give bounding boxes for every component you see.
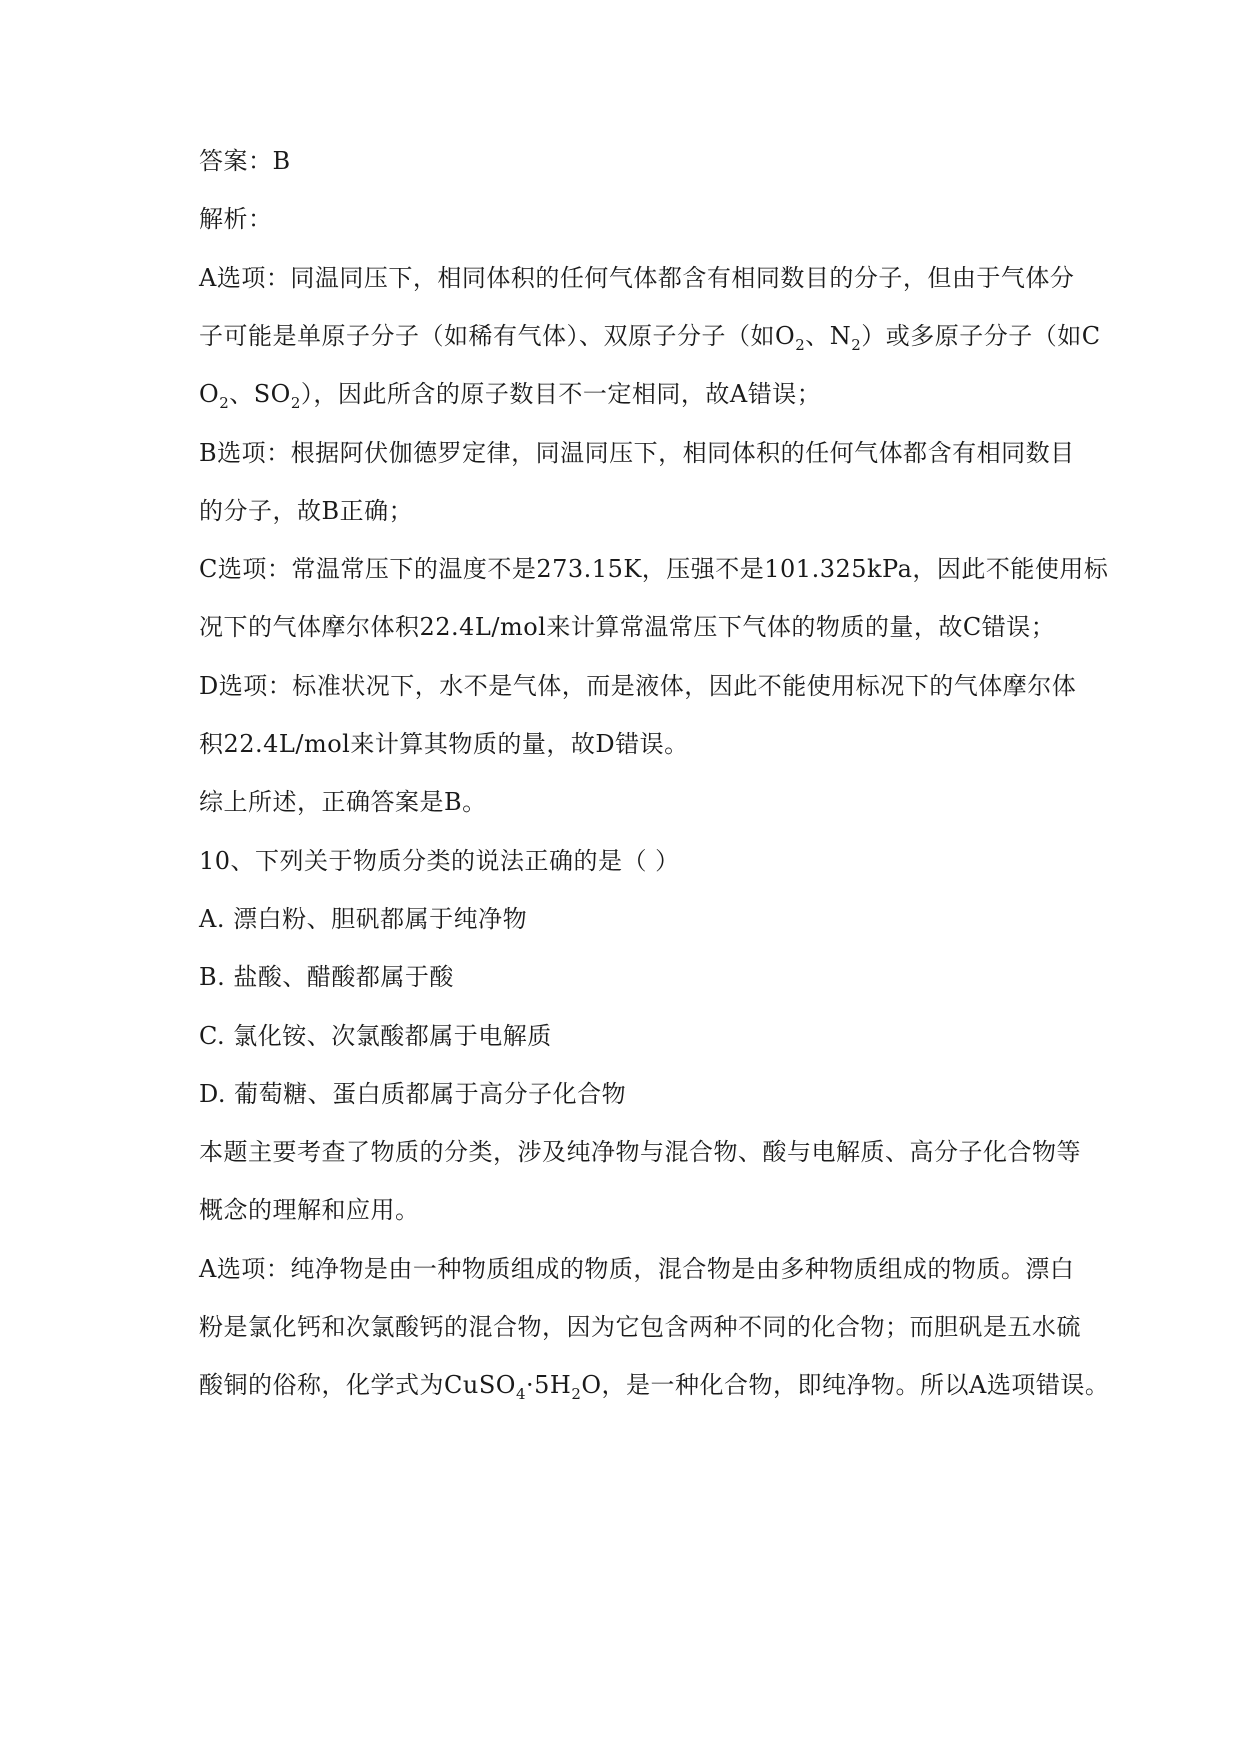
- text-segment: 子可能是单原子分子（如稀有气体）、双原子分子（如O: [199, 322, 796, 350]
- q9-option-a-line-1: A选项：同温同压下，相同体积的任何气体都含有相同数目的分子，但由于气体分: [199, 264, 1075, 292]
- q10-option-a: A. 漂白粉、胆矾都属于纯净物: [199, 905, 528, 933]
- q9-option-d-line-1: D选项：标准状况下，水不是气体，而是液体，因此不能使用标况下的气体摩尔体: [199, 672, 1077, 700]
- text-segment: 酸铜的俗称，化学式为CuSO: [199, 1371, 516, 1399]
- q10-analysis-a-line-2: 粉是氯化钙和次氯酸钙的混合物，因为它包含两种不同的化合物；而胆矾是五水硫: [199, 1313, 1081, 1341]
- q10-stem: 10、下列关于物质分类的说法正确的是（ ）: [199, 847, 680, 875]
- text-segment: O，是一种化合物，即纯净物。所以A选项错误。: [581, 1371, 1110, 1399]
- q10-option-c: C. 氯化铵、次氯酸都属于电解质: [199, 1022, 552, 1050]
- subscript: 2: [795, 336, 806, 354]
- subscript: 4: [515, 1385, 526, 1403]
- q10-intro-line-1: 本题主要考查了物质的分类，涉及纯净物与混合物、酸与电解质、高分子化合物等: [199, 1138, 1081, 1166]
- q9-option-a-line-3: [199, 378, 821, 410]
- q10-intro-line-2: 概念的理解和应用。: [199, 1196, 420, 1224]
- q9-option-c-line-1: C选项：常温常压下的温度不是273.15K，压强不是101.325kPa，因此不能使用标: [199, 555, 1109, 583]
- subscript: 2: [290, 394, 301, 412]
- subscript: 2: [219, 394, 230, 412]
- q9-option-d-line-2: 积22.4L/mol来计算其物质的量，故D错误。: [199, 730, 689, 758]
- q10-analysis-a-line-3: [199, 1369, 1109, 1401]
- q9-option-c-line-2: 况下的气体摩尔体积22.4L/mol来计算常温常压下气体的物质的量，故C错误；: [199, 613, 1056, 641]
- answer-line: 答案：B: [199, 147, 291, 175]
- analysis-label: 解析：: [199, 205, 273, 233]
- text-segment: ·5H: [525, 1371, 572, 1399]
- text-segment: O: [199, 380, 220, 408]
- q10-option-b: B. 盐酸、醋酸都属于酸: [199, 963, 454, 991]
- q10-option-d: D. 葡萄糖、蛋白质都属于高分子化合物: [199, 1080, 627, 1108]
- q9-option-b-line-2: 的分子，故B正确；: [199, 497, 414, 525]
- q10-analysis-a-line-1: A选项：纯净物是由一种物质组成的物质，混合物是由多种物质组成的物质。漂白: [199, 1255, 1075, 1283]
- subscript: 2: [851, 336, 862, 354]
- q9-summary: 综上所述，正确答案是B。: [199, 788, 487, 816]
- text-segment: ），因此所含的原子数目不一定相同，故A错误；: [300, 380, 822, 408]
- text-segment: 、SO: [229, 380, 291, 408]
- subscript: 2: [571, 1385, 582, 1403]
- q9-option-b-line-1: B选项：根据阿伏伽德罗定律，同温同压下，相同体积的任何气体都含有相同数目: [199, 439, 1075, 467]
- q9-option-a-line-2: [199, 320, 1101, 352]
- text-segment: 、N: [805, 322, 852, 350]
- text-segment: ）或多原子分子（如C: [861, 322, 1101, 350]
